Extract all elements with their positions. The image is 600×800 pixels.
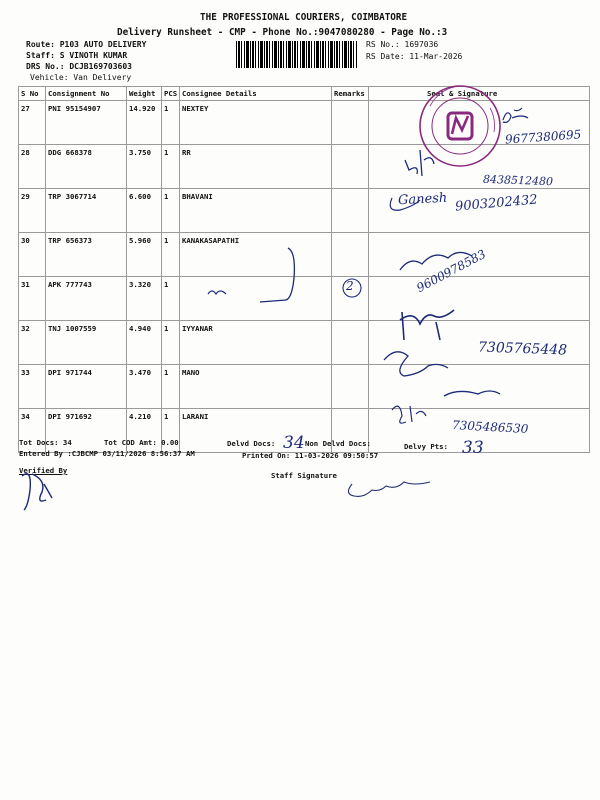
runsheet-title: Delivery Runsheet - CMP - Phone No.:9047080280 - Page No.:3 (117, 27, 448, 38)
cell-consignee: NEXTEY (180, 101, 332, 145)
handwritten-mark-row31: 2 (346, 279, 354, 293)
cell-consignment: TNJ 1007559 (46, 321, 127, 365)
cell-pcs: 1 (162, 189, 180, 233)
cell-pcs: 1 (162, 145, 180, 189)
rs-date: RS Date: 11-Mar-2026 (366, 52, 463, 61)
cell-weight: 14.920 (127, 101, 162, 145)
cell-sno: 31 (19, 277, 46, 321)
route: Route: P103 AUTO DELIVERY (26, 40, 147, 49)
cell-weight: 3.320 (127, 277, 162, 321)
handwritten-phone-row29: 9003202432 (454, 192, 539, 215)
company-name: THE PROFESSIONAL COURIERS, COIMBATORE (200, 12, 408, 23)
handwritten-phone-row34: 7305486530 (451, 418, 529, 436)
cell-sno: 33 (19, 365, 46, 409)
col-pcs: PCS (162, 87, 180, 101)
cell-consignment: TRP 3067714 (46, 189, 127, 233)
handwritten-name-row29: Ganesh (397, 190, 448, 209)
printed-on: Printed On: 11-03-2026 09:50:57 (242, 451, 379, 460)
handwritten-phone-row32: 7305765448 (477, 339, 568, 359)
cell-sno: 28 (19, 145, 46, 189)
cell-consignee: IYYANAR (180, 321, 332, 365)
cell-consignee: LARANI (180, 409, 332, 453)
cell-pcs: 1 (162, 409, 180, 453)
cell-consignment: DPI 971744 (46, 365, 127, 409)
cell-sno: 27 (19, 101, 46, 145)
handwritten-phone-row31: 9600978583 (414, 246, 489, 296)
cell-consignee: RR (180, 145, 332, 189)
cell-sno: 30 (19, 233, 46, 277)
col-remarks: Remarks (332, 87, 369, 101)
tot-cod-amt: Tot COD Amt: 0.00 (104, 438, 179, 447)
cell-consignment: TRP 656373 (46, 233, 127, 277)
col-consignment: Consignment No (46, 87, 127, 101)
cell-weight: 5.960 (127, 233, 162, 277)
cell-consignment: APK 777743 (46, 277, 127, 321)
col-sno: S No (19, 87, 46, 101)
cell-pcs: 1 (162, 321, 180, 365)
cell-consignment: DDG 668378 (46, 145, 127, 189)
cell-pcs: 1 (162, 233, 180, 277)
delvy-pts: Delvy Pts: (404, 442, 448, 451)
handwritten-phone-row27: 9677380695 (504, 127, 582, 147)
verified-by: Verified By (19, 466, 68, 475)
tot-docs: Tot Docs: 34 (19, 438, 72, 447)
handwritten-delvy-pts: 33 (462, 438, 484, 458)
col-consignee: Consignee Details (180, 87, 332, 101)
entered-by: Entered By :CJBCMP 03/11/2026 8:56:37 AM (19, 449, 195, 458)
cell-weight: 3.750 (127, 145, 162, 189)
cell-consignee: BHAVANI (180, 189, 332, 233)
cell-weight: 6.600 (127, 189, 162, 233)
staff-signature: Staff Signature (271, 471, 337, 480)
cell-sno: 29 (19, 189, 46, 233)
col-seal-signature: Seal & Signature (369, 87, 590, 101)
drs-no: DRS No.: DCJB169703603 (26, 62, 132, 71)
cell-consignment: DPI 971692 (46, 409, 127, 453)
cell-pcs: 1 (162, 277, 180, 321)
col-weight: Weight (127, 87, 162, 101)
company-stamp (420, 86, 500, 166)
cell-consignment: PNI 95154907 (46, 101, 127, 145)
cell-weight: 3.470 (127, 365, 162, 409)
handwritten-delvd-docs: 34 (283, 433, 305, 453)
cell-pcs: 1 (162, 365, 180, 409)
cell-weight: 4.940 (127, 321, 162, 365)
cell-sno: 32 (19, 321, 46, 365)
cell-weight: 4.210 (127, 409, 162, 453)
cell-consignee: MANO (180, 365, 332, 409)
delvd-docs: Delvd Docs: (227, 439, 276, 448)
cell-pcs: 1 (162, 101, 180, 145)
handwritten-phone-row28: 8438512480 (482, 172, 554, 189)
rs-no: RS No.: 1697036 (366, 40, 439, 49)
vehicle: Vehicle: Van Delivery (30, 73, 132, 82)
cell-sno: 34 (19, 409, 46, 453)
cell-consignee: KANAKASAPATHI (180, 233, 332, 277)
non-delvd-docs: Non Delvd Docs: (305, 439, 371, 448)
staff: Staff: S VINOTH KUMAR (26, 51, 128, 60)
